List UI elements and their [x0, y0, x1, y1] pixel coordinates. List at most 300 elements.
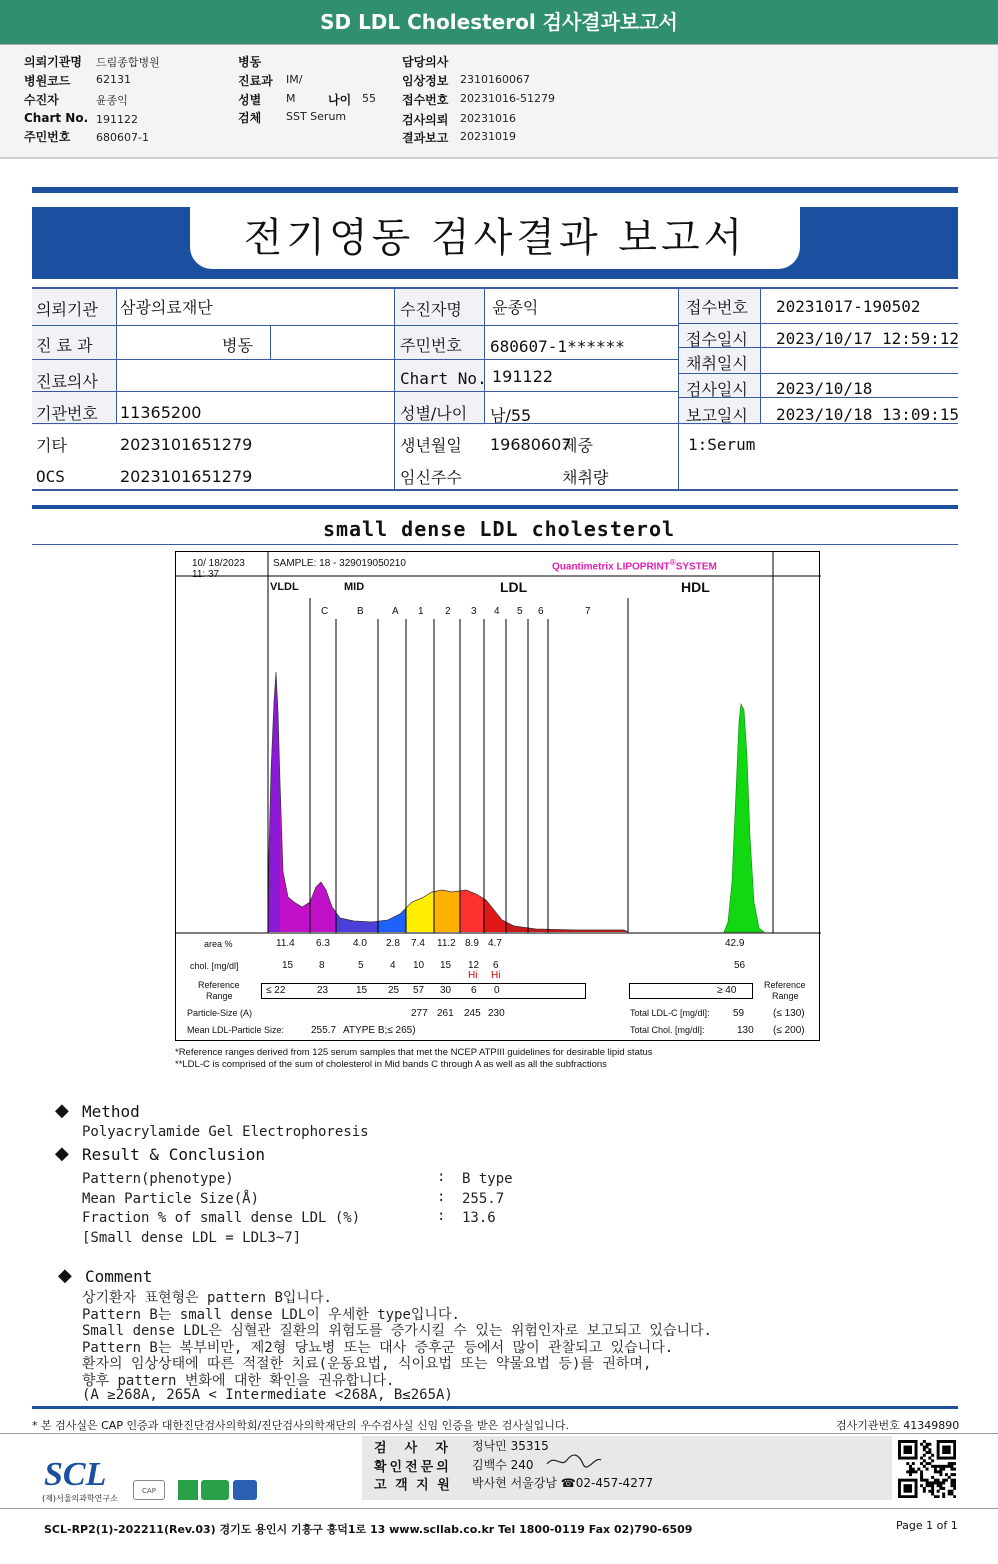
qr-module [931, 1476, 934, 1479]
particle-v1: 277 [411, 1008, 428, 1019]
qr-module [904, 1448, 907, 1451]
qr-module [942, 1479, 945, 1482]
chol-v4: 4 [390, 960, 396, 971]
header-rule [32, 187, 958, 193]
lab-number: 검사기관번호 41349890 [836, 1419, 960, 1432]
chol-v3: 5 [358, 960, 364, 971]
qr-module [909, 1473, 912, 1476]
qr-module [953, 1446, 956, 1449]
result-note: [Small dense LDL = LDL3~7] [82, 1230, 302, 1246]
qr-module [934, 1495, 937, 1498]
result-val-1: B type [462, 1171, 513, 1187]
qr-module [931, 1459, 934, 1462]
qr-module [950, 1484, 953, 1487]
particle-label: Particle-Size (A) [187, 1008, 253, 1018]
qr-module [915, 1487, 918, 1490]
area-v6: 11.2 [437, 938, 456, 949]
chol-v6: 15 [440, 960, 452, 971]
clinical-label: 임상정보 [402, 74, 449, 88]
label-report-time: 보고일시 [686, 406, 748, 425]
qr-module [898, 1479, 901, 1482]
receipt-value: 20231016-51279 [460, 92, 555, 105]
qr-module [898, 1451, 901, 1454]
qr-module [906, 1451, 909, 1454]
qr-module [953, 1457, 956, 1460]
label-pregnancy: 임신주수 [400, 468, 462, 487]
chart-brand [552, 558, 717, 572]
comment-line-7: (A ≥268A, 265A < Intermediate <268A, B≤265A) [82, 1387, 453, 1403]
qr-module [945, 1446, 948, 1449]
qr-module [937, 1457, 940, 1460]
label-weight: 체중 [562, 436, 593, 455]
qr-module [915, 1484, 918, 1487]
qr-module [953, 1484, 956, 1487]
qr-module [915, 1490, 918, 1493]
qr-module [948, 1446, 951, 1449]
qr-module [915, 1446, 918, 1449]
hi-flag-3: Hi [468, 970, 478, 981]
qr-module [953, 1462, 956, 1465]
chol-v7: 12 [468, 960, 480, 971]
qr-module [906, 1484, 909, 1487]
qr-module [937, 1495, 940, 1498]
value-birthdate: 19680607 [490, 435, 572, 454]
particle-v2: 261 [437, 1008, 454, 1019]
area-v4: 2.8 [386, 938, 400, 949]
qr-module [909, 1440, 912, 1443]
qr-module [950, 1490, 953, 1493]
area-v3: 4.0 [353, 938, 367, 949]
support-label: 고 객 지 원 [374, 1478, 452, 1493]
qr-module [942, 1487, 945, 1490]
id-label: 주민번호 [24, 130, 71, 144]
qr-module [906, 1495, 909, 1498]
qr-module [942, 1465, 945, 1468]
support-value: 박사현 서울강남 ☎02-457-4277 [472, 1476, 654, 1490]
qr-module [931, 1484, 934, 1487]
comment-line-4: Pattern B는 복부비만, 제2형 당뇨병 또는 대사 증후군 등에서 많이 관찰되고 있습니다. [82, 1340, 674, 1356]
qr-module [906, 1470, 909, 1473]
patient-label: 수진자 [24, 93, 59, 107]
section-title: small dense LDL cholesterol [322, 517, 676, 541]
qr-module [950, 1440, 953, 1443]
qr-module [923, 1465, 926, 1468]
qr-module [901, 1495, 904, 1498]
dept-value: IM/ [286, 73, 303, 86]
hi-flag-4: Hi [491, 970, 501, 981]
area-v2: 6.3 [316, 938, 330, 949]
area-label: area % [204, 939, 233, 949]
qr-module [950, 1481, 953, 1484]
qr-module [926, 1484, 929, 1487]
brand-tail: SYSTEM [675, 561, 717, 573]
qr-module [898, 1446, 901, 1449]
footer-divider [0, 1433, 998, 1434]
ref-v3: 15 [356, 985, 368, 996]
qr-module [909, 1468, 912, 1471]
qr-module [909, 1495, 912, 1498]
mean-type-text: ATYPE B;≤ 265) [343, 1025, 416, 1036]
qr-module [909, 1490, 912, 1493]
qr-module [906, 1479, 909, 1482]
band-4: 4 [494, 606, 500, 617]
qr-module [906, 1446, 909, 1449]
tester-value: 정낙민 35315 [472, 1439, 549, 1453]
ref-v2: 23 [317, 985, 329, 996]
chart-date: 10/ 18/2023 [192, 558, 245, 569]
specimen-value: SST Serum [286, 110, 347, 123]
page-number: Page 1 of 1 [896, 1519, 958, 1532]
comment-line-5: 환자의 임상상태에 따른 적절한 치료(운동요법, 식이요법 또는 약물요법 등)를 권하며, [82, 1356, 652, 1372]
qr-module [915, 1454, 918, 1457]
qr-module [912, 1462, 915, 1465]
qr-module [906, 1457, 909, 1460]
age-label: 나이 [328, 93, 352, 107]
diamond-icon: ◆ [55, 1100, 69, 1121]
qr-module [945, 1457, 948, 1460]
address-line: SCL-RP2(1)-202211(Rev.03) 경기도 용인시 기흥구 흥덕1로 13 www.scllab.co.kr Tel 1800-0119 Fax 02)790-6509 [44, 1523, 693, 1536]
qr-module [909, 1479, 912, 1482]
qr-module [945, 1448, 948, 1451]
value-resident-no: 680607-1****** [490, 337, 625, 356]
band-3: 3 [471, 606, 477, 617]
footnote-2: **LDL-C is comprised of the sum of cholesterol in Mid bands C through A as well as all the subfractions [175, 1059, 607, 1070]
comment-line-3: Small dense LDL은 심혈관 질환의 위험도를 증가시킬 수 있는 위험인자로 보고되고 있습니다. [82, 1323, 712, 1339]
specimen-label: 검체 [238, 111, 262, 125]
qr-module [926, 1479, 929, 1482]
ldlc-ref: (≤ 130) [773, 1008, 805, 1019]
qr-module [948, 1457, 951, 1460]
qr-module [923, 1440, 926, 1443]
diamond-icon: ◆ [55, 1143, 69, 1164]
qr-module [942, 1446, 945, 1449]
ref-right-2: Range [772, 991, 799, 1001]
qr-module [920, 1462, 923, 1465]
qr-module [898, 1487, 901, 1490]
label-collection-time: 채취일시 [686, 354, 748, 373]
qr-module [912, 1468, 915, 1471]
ward-label: 병동 [238, 55, 262, 69]
area-v8: 4.7 [488, 938, 502, 949]
group-mid: MID [344, 581, 365, 593]
qr-module [912, 1479, 915, 1482]
label-receipt-time: 접수일시 [686, 330, 748, 349]
qr-module [939, 1465, 942, 1468]
lipoprint-chart [175, 551, 820, 1041]
area-v5: 7.4 [411, 938, 425, 949]
mid-a-area [378, 908, 406, 932]
qr-module [912, 1457, 915, 1460]
label-physician: 진료의사 [36, 372, 98, 391]
qr-module [937, 1446, 940, 1449]
label-etc: 기타 [36, 436, 67, 455]
particle-v4: 230 [488, 1008, 505, 1019]
qr-module [928, 1457, 931, 1460]
qr-module [906, 1487, 909, 1490]
band-7: 7 [585, 606, 591, 617]
qr-module [915, 1495, 918, 1498]
qr-module [928, 1481, 931, 1484]
qr-module [904, 1484, 907, 1487]
qr-module [904, 1451, 907, 1454]
qr-module [915, 1470, 918, 1473]
label-patient-name: 수진자명 [400, 300, 462, 319]
ref-v9: ≥ 40 [717, 985, 737, 996]
qr-module [904, 1495, 907, 1498]
chol-v2: 8 [319, 960, 325, 971]
tester-label: 검 사 자 [374, 1441, 448, 1456]
dept-label: 진료과 [238, 74, 273, 88]
qr-module [945, 1465, 948, 1468]
qr-module [942, 1481, 945, 1484]
qr-module [937, 1490, 940, 1493]
ref-v6: 30 [440, 985, 452, 996]
qr-module [928, 1462, 931, 1465]
qr-module [942, 1457, 945, 1460]
label-receipt-no: 접수번호 [686, 298, 748, 317]
value-sex-age: 남/55 [490, 406, 532, 425]
scl-logo: SCL [44, 1456, 107, 1493]
mean-label: Mean LDL-Particle Size: [187, 1025, 285, 1035]
tchol-label: Total Chol. [mg/dl]: [630, 1025, 705, 1035]
qr-module [953, 1495, 956, 1498]
qr-module [948, 1490, 951, 1493]
report-title: 전기영동 검사결과 보고서 [190, 207, 800, 269]
qr-module [934, 1465, 937, 1468]
receipt-label: 접수번호 [402, 93, 449, 107]
label-institution-no: 기관번호 [36, 404, 98, 423]
ref-v7: 6 [471, 985, 477, 996]
qr-module [942, 1448, 945, 1451]
qr-module [950, 1462, 953, 1465]
qr-module [915, 1443, 918, 1446]
qr-module [939, 1481, 942, 1484]
qr-module [898, 1448, 901, 1451]
qr-module [950, 1465, 953, 1468]
qr-module [926, 1462, 929, 1465]
qr-module [912, 1495, 915, 1498]
tchol-value: 130 [737, 1025, 754, 1036]
qr-module [926, 1443, 929, 1446]
qr-module [945, 1440, 948, 1443]
qr-module [904, 1490, 907, 1493]
qr-module [953, 1473, 956, 1476]
qr-module [942, 1492, 945, 1495]
diamond-icon: ◆ [58, 1265, 72, 1286]
band-6: 6 [538, 606, 544, 617]
result-key-1: Pattern(phenotype) [82, 1171, 234, 1187]
brand-name: Quantimetrix LIPOPRINT [552, 561, 670, 573]
mean-type [343, 1025, 416, 1036]
qr-module [945, 1473, 948, 1476]
qr-module [948, 1448, 951, 1451]
band-a: A [392, 606, 399, 617]
qr-module [898, 1454, 901, 1457]
code-value: 62131 [96, 73, 131, 86]
mid-c-area [280, 782, 336, 932]
qr-module [942, 1440, 945, 1443]
label-requester: 의뢰기관 [36, 300, 98, 319]
qr-module [934, 1481, 937, 1484]
ldlc-value: 59 [733, 1008, 745, 1019]
ldl-5-7-area [506, 922, 628, 932]
report-date-value: 20231019 [460, 130, 516, 143]
report-banner: SD LDL Cholesterol 검사결과보고서 [0, 0, 998, 44]
qr-module [923, 1446, 926, 1449]
ldl-2-area [434, 890, 460, 932]
qr-module [917, 1468, 920, 1471]
qr-module [915, 1448, 918, 1451]
value-report-time: 2023/10/18 13:09:15 [776, 405, 960, 424]
label-collection-volume: 채취량 [562, 468, 609, 487]
qr-module [923, 1454, 926, 1457]
chol-v8: 6 [493, 960, 499, 971]
qr-module [934, 1468, 937, 1471]
qr-module [915, 1492, 918, 1495]
qr-module [945, 1451, 948, 1454]
signature-mark [545, 1452, 603, 1470]
qr-module [904, 1457, 907, 1460]
chart-label: Chart No. [24, 111, 89, 125]
qr-module [920, 1457, 923, 1460]
ref-v5: 57 [413, 985, 425, 996]
value-receipt-no: 20231017-190502 [776, 297, 921, 316]
qr-module [939, 1440, 942, 1443]
result-heading: Result & Conclusion [82, 1145, 266, 1164]
value-requester: 삼광의료재단 [120, 298, 213, 317]
ref-v1: ≤ 22 [266, 985, 286, 996]
qr-module [920, 1476, 923, 1479]
qr-module [909, 1457, 912, 1460]
sex-label: 성별 [238, 93, 262, 107]
ref-v8: 0 [494, 985, 500, 996]
qr-module [928, 1443, 931, 1446]
qr-module [953, 1448, 956, 1451]
value-department: 병동 [222, 336, 253, 355]
qr-module [950, 1492, 953, 1495]
qr-module [906, 1448, 909, 1451]
qr-module [915, 1451, 918, 1454]
patient-info-grid [32, 287, 958, 490]
qr-module [937, 1465, 940, 1468]
qr-module [942, 1495, 945, 1498]
qr-module [953, 1454, 956, 1457]
certification-logo [201, 1480, 229, 1500]
method-heading: Method [82, 1102, 140, 1121]
qr-module [904, 1440, 907, 1443]
scl-name: (재)서울의과학연구소 [42, 1494, 118, 1503]
qr-module [920, 1470, 923, 1473]
qr-module [939, 1470, 942, 1473]
brand-sup: ® [669, 558, 676, 567]
qr-module [912, 1470, 915, 1473]
qr-module [928, 1484, 931, 1487]
label-department: 진 료 과 [36, 336, 93, 355]
qr-module [939, 1487, 942, 1490]
comment-line-1: 상기환자 표현형은 pattern B입니다. [82, 1290, 332, 1306]
certification-logo [233, 1480, 257, 1500]
value-sample-type: 1:Serum [688, 435, 756, 454]
result-key-2: Mean Particle Size(Å) [82, 1191, 260, 1207]
qr-code-icon [898, 1440, 956, 1498]
hdl-area [724, 704, 764, 932]
qr-module [904, 1446, 907, 1449]
hospital-label: 의뢰기관명 [24, 55, 82, 69]
qr-module [920, 1473, 923, 1476]
ref-right-1: Reference [764, 980, 806, 990]
id-value: 680607-1 [96, 131, 149, 144]
qr-module [909, 1465, 912, 1468]
area-v9: 42.9 [725, 938, 745, 949]
qr-module [898, 1492, 901, 1495]
qr-module [931, 1465, 934, 1468]
footnote-1: *Reference ranges derived from 125 serum samples that met the NCEP ATPIII guidelines for desirable lipid status [175, 1047, 653, 1058]
age-value: 55 [362, 92, 376, 105]
mean-value: 255.7 [311, 1025, 337, 1036]
qr-module [953, 1440, 956, 1443]
qr-module [937, 1454, 940, 1457]
qr-module [953, 1451, 956, 1454]
label-resident-no: 주민번호 [400, 336, 462, 355]
qr-module [948, 1440, 951, 1443]
qr-module [909, 1448, 912, 1451]
group-hdl: HDL [681, 579, 710, 595]
qr-module [948, 1462, 951, 1465]
chart-time: 11: 37 [192, 569, 220, 580]
method-text: Polyacrylamide Gel Electrophoresis [82, 1124, 369, 1140]
qr-module [937, 1484, 940, 1487]
chol-v1: 15 [282, 960, 294, 971]
value-patient-name: 윤종익 [492, 298, 539, 317]
qr-module [904, 1479, 907, 1482]
qr-module [920, 1484, 923, 1487]
qr-module [901, 1457, 904, 1460]
cap-logo: CAP [133, 1480, 165, 1500]
ldl-4-area [484, 899, 506, 932]
qr-module [937, 1479, 940, 1482]
qr-module [948, 1465, 951, 1468]
label-ocs: OCS [36, 467, 65, 486]
request-value: 20231016 [460, 112, 516, 125]
summary-panel [0, 44, 998, 159]
cert-text: * 본 검사실은 CAP 인증과 대한진단검사의학회/진단검사의학재단의 우수검사실 신임 인증을 받은 검사실입니다. [32, 1419, 570, 1432]
qr-module [950, 1457, 953, 1460]
qr-module [937, 1451, 940, 1454]
chart-value: 191122 [96, 113, 138, 126]
qr-module [931, 1492, 934, 1495]
qr-module [931, 1487, 934, 1490]
qr-module [942, 1468, 945, 1471]
qr-module [937, 1448, 940, 1451]
qr-module [939, 1468, 942, 1471]
sex-value: M [286, 92, 296, 105]
request-label: 검사의뢰 [402, 113, 449, 127]
qr-module [906, 1440, 909, 1443]
ref-label-1: Reference [198, 980, 240, 990]
qr-module [953, 1487, 956, 1490]
section-rule-bottom [32, 544, 958, 545]
qr-module [923, 1479, 926, 1482]
qr-module [909, 1451, 912, 1454]
value-etc: 2023101651279 [120, 435, 253, 454]
qr-module [928, 1490, 931, 1493]
qr-module [939, 1484, 942, 1487]
qr-module [928, 1448, 931, 1451]
ldlc-label: Total LDL-C [mg/dl]: [630, 1008, 710, 1018]
qr-module [906, 1490, 909, 1493]
qr-module [926, 1481, 929, 1484]
qr-module [909, 1484, 912, 1487]
